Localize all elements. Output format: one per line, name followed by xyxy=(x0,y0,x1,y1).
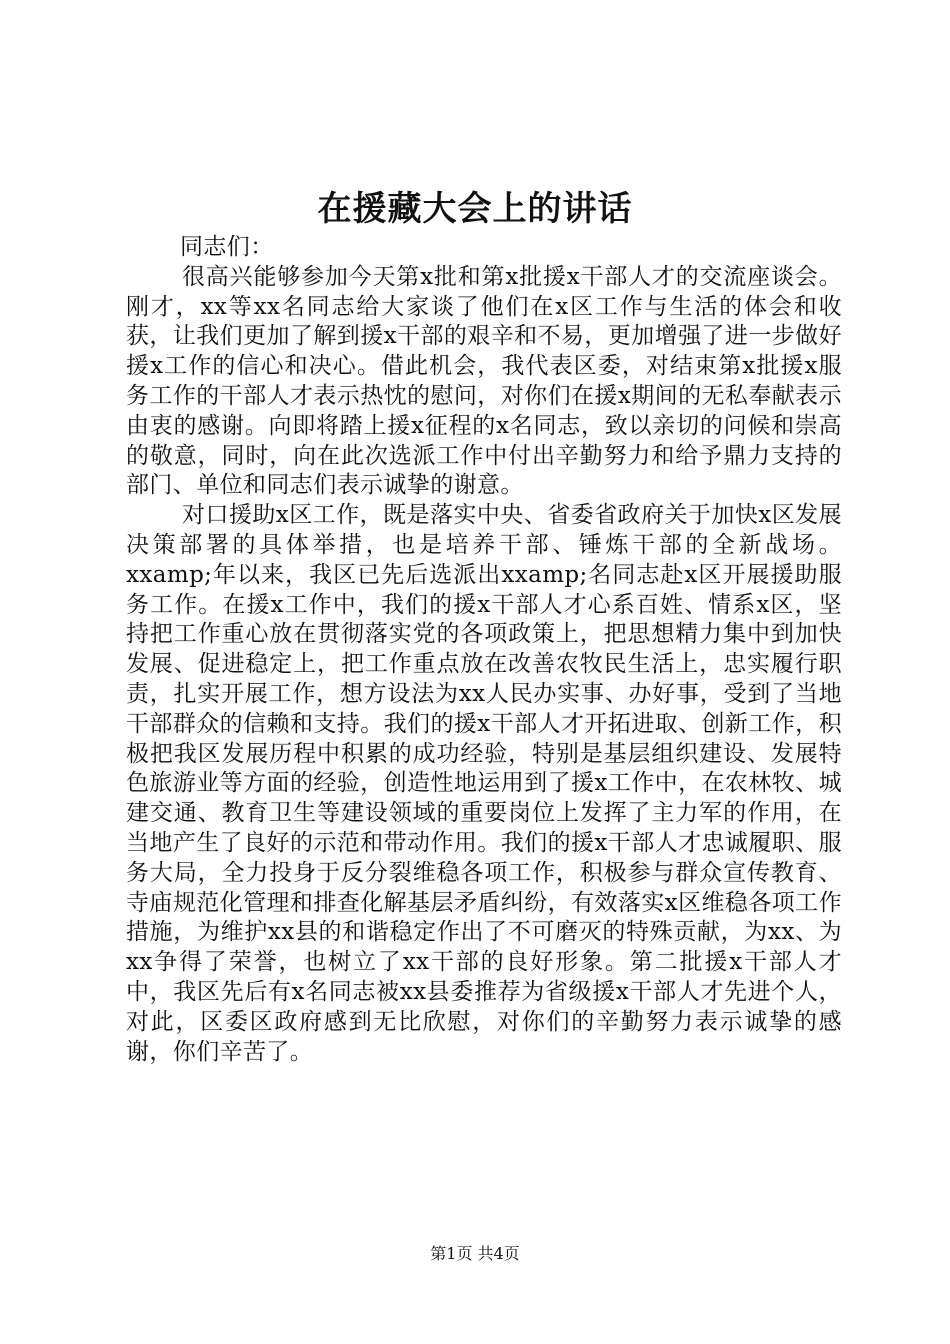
paragraph: 很高兴能够参加今天第x批和第x批援x干部人才的交流座谈会。刚才，xx等xx名同志给大家谈了他们在x区工作与生活的体会和收获，让我们更加了解到援x干部的艰辛和不易，更加增强了进一步做好援x工作的信心和决心。借此机会，我代表区委，对结束第x批援x服务工作的干部人才表示热忱的慰问，对你们在援x期间的无私奉献表示由衷的感谢。向即将踏上援x征程的x名同志，致以亲切的问候和崇高的敬意，同时，向在此次选派工作中付出辛勤努力和给予鼎力支持的部门、单位和同志们表示诚挚的谢意。 xyxy=(126,263,842,499)
document-title: 在援藏大会上的讲话 xyxy=(317,189,633,229)
greeting: 同志们： xyxy=(180,234,274,260)
page-number-footer: 第1页 共4页 xyxy=(430,1244,520,1263)
document-body xyxy=(126,233,842,1067)
paragraph: 对口援助x区工作，既是落实中央、省委省政府关于加快x区发展决策部署的具体举措，也是培养干部、锤炼干部的全新战场。xxamp;年以来，我区已先后选派出xxamp;名同志赴x区开展援助服务工作。在援x工作中，我们的援x干部人才心系百姓、情系x区，坚持把工作重心放在贯彻落实党的各项政策上，把思想精力集中到加快发展、促进稳定上，把工作重点放在改善农牧民生活上，忠实履行职责，扎实开展工作，想方设法为xx人民办实事、办好事，受到了当地干部群众的信赖和支持。我们的援x干部人才开拓进取、创新工作，积极把我区发展历程中积累的成功经验，特别是基层组织建设、发展特色旅游业等方面的经验，创造性地运用到了援x工作中，在农林牧、城建交通、教育卫生等建设领域的重要岗位上发挥了主力军的作用，在当地产生了良好的示范和带动作用。我们的援x干部人才忠诚履职、服务大局，全力投身于反分裂维稳各项工作，积极参与群众宣传教育、寺庙规范化管理和排查化解基层矛盾纠纷，有效落实x区维稳各项工作措施，为维护xx县的和谐稳定作出了不可磨灭的特殊贡献，为xx、为xx争得了荣誉，也树立了xx干部的良好形象。第二批援x干部人才中，我区先后有x名同志被xx县委推荐为省级援x干部人才先进个人，对此，区委区政府感到无比欣慰，对你们的辛勤努力表示诚挚的感谢，你们辛苦了。 xyxy=(126,502,842,1065)
